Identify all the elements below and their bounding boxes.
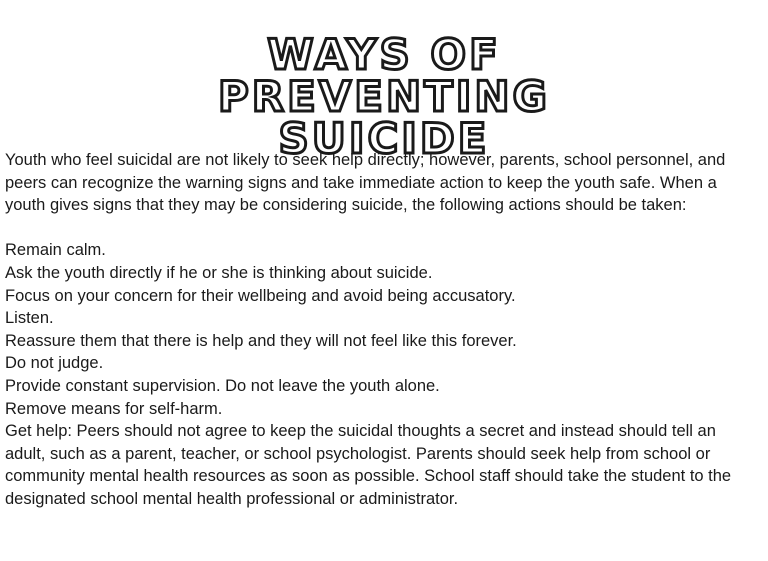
intro-paragraph: Youth who feel suicidal are not likely to seek help directly; however, parents, school personnel, and peers can recognize the warning signs and take immediate action to keep the youth safe. When a youth gives signs that they may be considering suicide, the following actions should be taken: <box>5 151 726 215</box>
title-line-3: SUICIDE <box>278 114 490 164</box>
title-line-2: PREVENTING <box>217 72 551 122</box>
action-item-supervision: Provide constant supervision. Do not leave the youth alone. <box>5 376 440 395</box>
title-line-1: WAYS OF <box>267 30 501 80</box>
action-item-remove-means: Remove means for self-harm. <box>5 399 223 418</box>
document-body <box>5 149 760 511</box>
action-item-focus-concern: Focus on your concern for their wellbeing and avoid being accusatory. <box>5 286 516 305</box>
action-item-get-help: Get help: Peers should not agree to keep the suicidal thoughts a secret and instead should tell an adult, such as a parent, teacher, or school psychologist. Parents should seek help from school or community mental health resources as soon as possible. School staff should take the student to the designated school mental health professional or administrator. <box>5 422 732 508</box>
action-item-remain-calm: Remain calm. <box>5 241 106 260</box>
actions-list <box>5 239 760 510</box>
action-item-do-not-judge: Do not judge. <box>5 354 104 373</box>
action-item-ask-directly: Ask the youth directly if he or she is thinking about suicide. <box>5 263 433 282</box>
action-item-reassure: Reassure them that there is help and they will not feel like this forever. <box>5 331 517 350</box>
page-title <box>0 30 768 164</box>
action-item-listen: Listen. <box>5 309 54 328</box>
paragraph-spacer <box>5 217 760 240</box>
